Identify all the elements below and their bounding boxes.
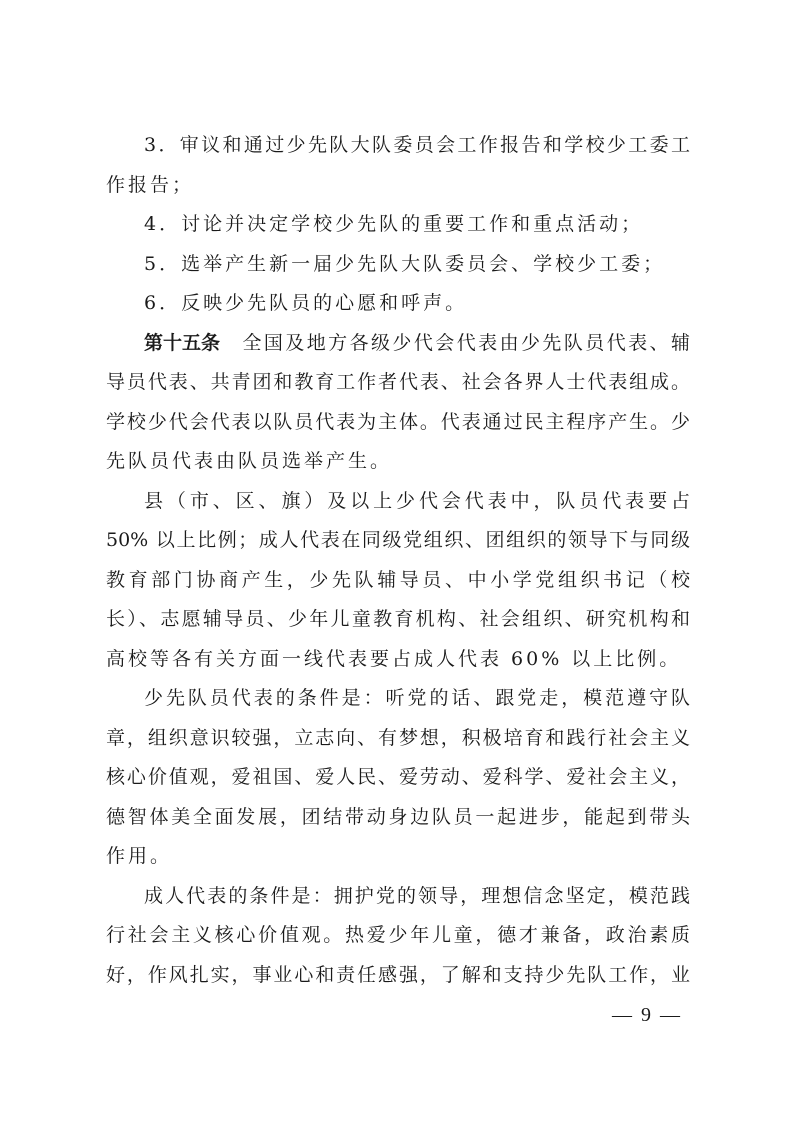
text-line: 长）、志愿辅导员、少年儿童教育机构、社会组织、研究机构和: [106, 608, 690, 630]
text-line: 章，组织意识较强，立志向、有梦想，积极培育和践行社会主义: [106, 726, 690, 749]
paragraph-item-6: [106, 284, 690, 324]
text-line: 先队员代表由队员选举产生。: [106, 450, 393, 472]
article-15-paragraph: [106, 324, 690, 482]
text-line: 5．选举产生新一届少先队大队委员会、学校少工委；: [144, 252, 666, 275]
text-line: 4．讨论并决定学校少先队的重要工作和重点活动；: [144, 213, 644, 235]
paragraph-item-4: [106, 205, 690, 245]
article-heading: 第十五条: [144, 331, 221, 354]
paragraph-item-3: [106, 126, 690, 205]
text-span: 全国及地方各级少代会代表由少先队员代表、辅: [240, 331, 690, 354]
text-line: [106, 324, 690, 364]
paragraph-item-5: [106, 245, 690, 285]
text-line: 行社会主义核心价值观。热爱少年儿童，德才兼备，政治素质: [106, 924, 690, 946]
text-line: 少先队员代表的条件是：听党的话、跟党走，模范遵守队: [144, 687, 690, 709]
document-body: [106, 126, 690, 995]
text-line: 3．审议和通过少先队大队委员会工作报告和学校少工委工: [144, 134, 690, 156]
text-line: 50% 以上比例；成人代表在同级党组织、团组织的领导下与同级: [106, 529, 690, 551]
member-representative-conditions-paragraph: [106, 679, 690, 877]
text-line: 导员代表、共青团和教育工作者代表、社会各界人士代表组成。: [106, 371, 690, 393]
adult-representative-conditions-paragraph: [106, 877, 690, 996]
text-line: 教育部门协商产生，少先队辅导员、中小学党组织书记（校: [106, 568, 690, 591]
text-line: 学校少代会代表以队员代表为主体。代表通过民主程序产生。少: [106, 410, 690, 433]
text-line: 作用。: [106, 845, 173, 867]
text-line: 德智体美全面发展，团结带动身边队员一起进步，能起到带头: [106, 805, 690, 828]
text-line: 作报告；: [106, 173, 195, 196]
text-line: 成人代表的条件是：拥护党的领导，理想信念坚定，模范践: [144, 884, 690, 907]
text-line: 高校等各有关方面一线代表要占成人代表 60% 以上比例。: [106, 647, 682, 670]
text-line: 6．反映少先队员的心愿和呼声。: [144, 292, 468, 314]
text-line: 核心价值观，爱祖国、爱人民、爱劳动、爱科学、爱社会主义，: [106, 766, 690, 788]
text-line: 好，作风扎实，事业心和责任感强，了解和支持少先队工作，业: [106, 963, 690, 986]
representative-ratio-paragraph: [106, 482, 690, 680]
page-number: — 9 —: [612, 1004, 682, 1026]
text-line: 县（市、区、旗）及以上少代会代表中，队员代表要占: [144, 489, 690, 512]
